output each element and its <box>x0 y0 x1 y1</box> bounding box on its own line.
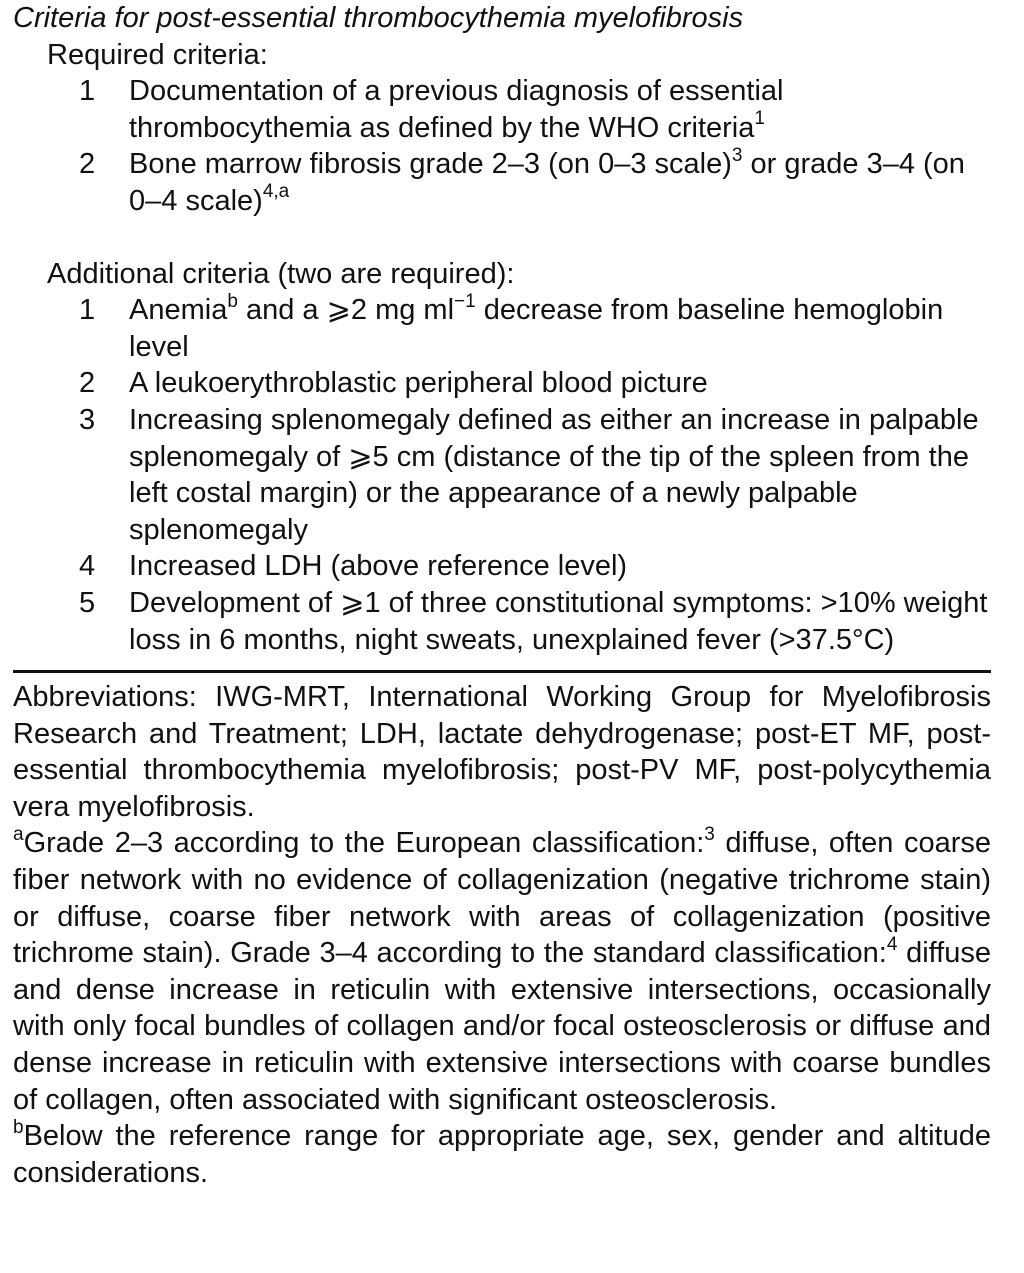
criterion-text: Increasing splenomegaly defined as either an increase in palpable splenomegaly of ⩾5 cm (distance of the tip of the spleen from the left costal margin) or the appearance of a newly palpable splenomegaly <box>129 403 979 546</box>
criterion-number: 1 <box>79 294 96 327</box>
criteria-document <box>13 0 991 1191</box>
criterion-text: Development of ⩾1 of three constitutional symptoms: >10% weight loss in 6 months, night sweats, unexplained fever (>37.5°C) <box>129 586 988 656</box>
criterion-text: Anemia$^b$ and a ⩾2 mg $ml^{-1}$ decrease from baseline hemoglobin level <box>129 290 944 363</box>
additional-criterion-2 <box>13 365 991 402</box>
footnote-mark: b <box>13 1116 24 1138</box>
footnote-ref: b <box>227 290 238 312</box>
criterion-text: A leukoerythroblastic peripheral blood picture <box>129 367 708 400</box>
additional-criterion-5 <box>13 585 991 658</box>
criterion-text: Documentation of a previous diagnosis of essential thrombocythemia as defined by the WHO criteria$^1$ <box>129 75 784 144</box>
additional-criterion-4 <box>13 548 991 585</box>
footnote-ref: 4,a <box>262 181 290 203</box>
criterion-number: 2 <box>79 148 96 181</box>
footnote-mark: a <box>13 823 24 845</box>
criterion-number: 3 <box>79 403 96 436</box>
criterion-text: Bone marrow fibrosis grade 2–3 (on 0–3 scale)$^3$ or grade 3–4 (on 0–4 scale)$^{4,a}$ <box>129 144 965 217</box>
unit-exponent: −1 <box>454 290 476 312</box>
footnote-b: $^b$Below the reference range for appropriate age, sex, gender and altitude considerations. <box>13 1116 991 1189</box>
criterion-number: 5 <box>79 586 96 619</box>
table-title: Criteria for post-essential thrombocythemia myelofibrosis <box>13 2 744 34</box>
table-divider <box>13 670 991 673</box>
footnote-ref: 4 <box>886 933 898 955</box>
criterion-number: 4 <box>79 550 96 583</box>
required-criterion-1 <box>13 73 991 146</box>
additional-criterion-1 <box>13 292 991 365</box>
additional-criterion-3 <box>13 402 991 548</box>
criterion-text: Increased LDH (above reference level) <box>129 550 628 583</box>
footnote-ref: 3 <box>731 144 743 166</box>
additional-criteria-heading: Additional criteria (two are required): <box>47 257 515 290</box>
footnote-ref: 3 <box>704 823 715 845</box>
required-criterion-2 <box>13 146 991 219</box>
criterion-number: 2 <box>79 367 96 400</box>
footnote-a: $^a$Grade 2–3 according to the European classification:$^3$ diffuse, often coarse fiber network with no evidence of collagenization (negative trichrome stain) or diffuse, coarse fiber network with areas of collagenization (positive trichrome stain). Grade 3–4 according to the standard classification:$^4$ diffuse and dense increase in reticulin with extensive intersections, occasionally with only focal bundles of collagen and/or focal osteosclerosis or diffuse and dense increase in reticulin with extensive intersections with coarse bundles of collagen, often associated with significant osteosclerosis. <box>13 823 991 1116</box>
footnote-ref: 1 <box>754 108 765 130</box>
required-criteria-heading: Required criteria: <box>47 38 268 71</box>
criterion-number: 1 <box>79 75 96 108</box>
abbreviations-footnote: Abbreviations: IWG-MRT, International Working Group for Myelofibrosis Research and Treatment; LDH, lactate dehydrogenase; post-ET MF, post-essential thrombocythemia myelofibrosis; post-PV MF, post-polycythemia vera myelofibrosis. <box>13 681 991 823</box>
